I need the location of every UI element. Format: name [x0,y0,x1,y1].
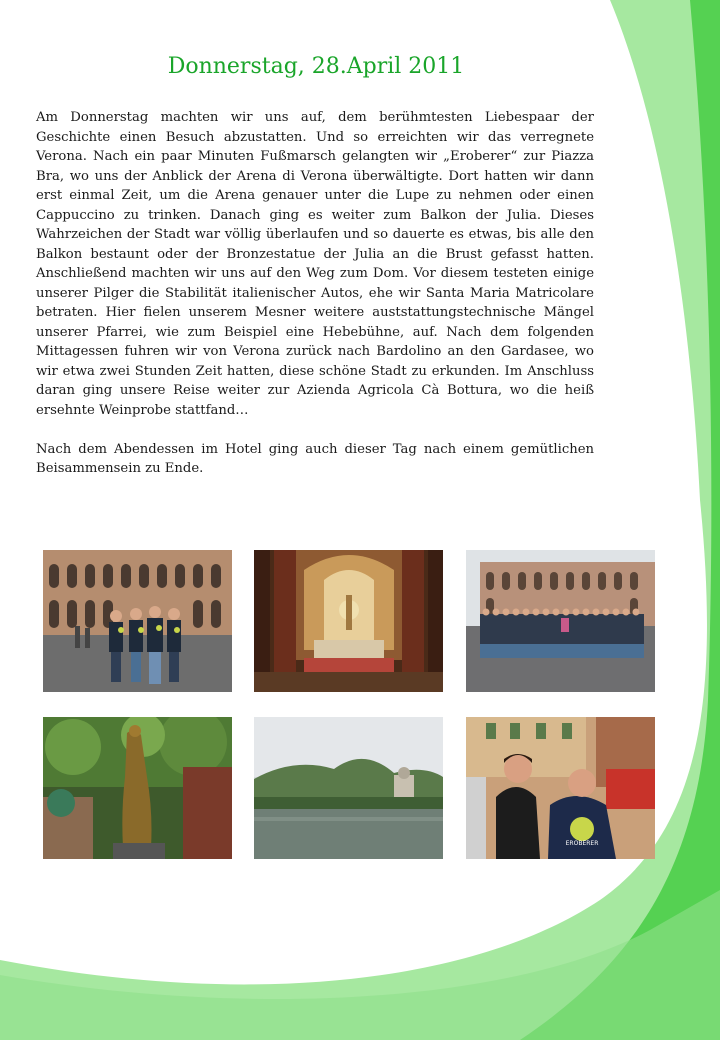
paragraph-2: Nach dem Abendessen im Hotel ging auch dieser Tag nach einem gemütlichen Beisammensein zu Ende. [36,441,594,476]
cathedral-interior-photo [254,550,443,692]
arena-large-group-photo [466,550,655,692]
juliet-statue-photo [43,717,232,859]
shirt-text: EROBERER [565,840,599,847]
page-title: Donnerstag, 28.April 2011 [167,54,465,79]
arena-group-photo [43,550,232,692]
paragraph-1: Am Donnerstag machten wir uns auf, dem berühmtesten Liebespaar der Geschichte einen Besuch abzustatten. Und so erreichten wir das verregnete Verona. Nach ein paar Minuten Fußmarsch gelangten wir „Eroberer“ zur Piazza Bra, wo uns der Anblick der Arena di Verona überwältigte. Dort hatten wir dann erst einmal Zeit, um die Arena genauer unter die Lupe zu nehmen oder einen Cappuccino zu trinken. Danach ging es weiter zum Balkon der Julia. Dieses Wahrzeichen der Stadt war völlig überlaufen und so dauerte es etwas, bis alle den Balkon bestaunt oder der Bronzestatue der Julia an die Brust gefasst hatten. Anschließend machten wir uns auf den Weg zum Dom. Vor diesem testeten einige unserer Pilger die Stabilität italienischer Autos, ehe wir Santa Maria Matricolare betraten. Hier fielen unserem Mesner weitere auststattungstechnische Mängel unserer Pfarrei, wie zum Beispiel eine Hebebühne, auf. Nach dem folgenden Mittagessen fuhren wir von Verona zurück nach Bardolino an den Gardasee, wo wir etwa zwei Stunden Zeit hatten, diese schöne Stadt zu erkunden. Im Anschluss daran ging unsere Reise weiter zur Azienda Agricola Cà Bottura, wo die heiß ersehnte Weinprobe stattfand… [36,110,594,418]
river-landscape-photo [254,717,443,859]
two-men-portrait-photo [466,717,655,859]
article-body [36,108,594,498]
